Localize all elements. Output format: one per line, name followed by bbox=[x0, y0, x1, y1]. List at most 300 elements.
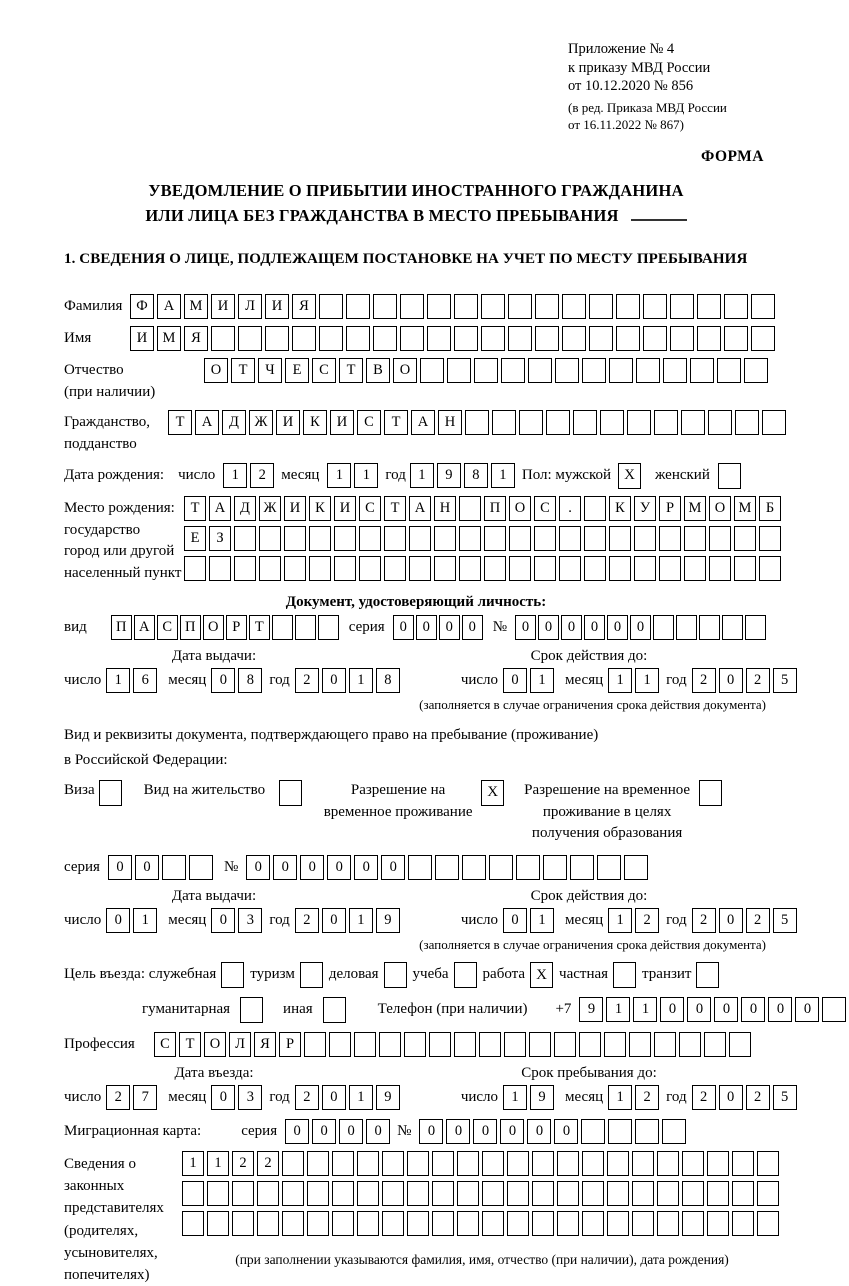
char-cell[interactable]: 3 bbox=[238, 1085, 262, 1110]
char-cell[interactable] bbox=[529, 1032, 551, 1057]
char-cell[interactable]: 0 bbox=[393, 615, 414, 640]
char-cell[interactable]: Б bbox=[759, 496, 781, 521]
char-cell[interactable]: 9 bbox=[376, 908, 400, 933]
char-cell[interactable] bbox=[632, 1151, 654, 1176]
char-cell[interactable]: Р bbox=[279, 1032, 301, 1057]
char-cell[interactable]: 1 bbox=[349, 1085, 373, 1110]
char-cell[interactable] bbox=[259, 556, 281, 581]
purpose-transit-checkbox[interactable] bbox=[696, 962, 719, 988]
char-cell[interactable] bbox=[717, 358, 741, 383]
char-cell[interactable] bbox=[600, 410, 624, 435]
char-cell[interactable] bbox=[234, 556, 256, 581]
char-cell[interactable]: 0 bbox=[312, 1119, 336, 1144]
char-cell[interactable] bbox=[708, 410, 732, 435]
char-cell[interactable] bbox=[589, 294, 613, 319]
char-cell[interactable]: Л bbox=[229, 1032, 251, 1057]
char-cell[interactable] bbox=[232, 1181, 254, 1206]
char-cell[interactable] bbox=[532, 1151, 554, 1176]
char-cell[interactable] bbox=[582, 1211, 604, 1236]
char-cell[interactable] bbox=[557, 1151, 579, 1176]
char-cell[interactable] bbox=[507, 1181, 529, 1206]
char-cell[interactable] bbox=[265, 326, 289, 351]
char-cell[interactable]: 2 bbox=[746, 908, 770, 933]
char-cell[interactable] bbox=[657, 1151, 679, 1176]
char-cell[interactable] bbox=[319, 294, 343, 319]
char-cell[interactable]: А bbox=[411, 410, 435, 435]
char-cell[interactable]: 1 bbox=[182, 1151, 204, 1176]
char-cell[interactable]: 0 bbox=[660, 997, 684, 1022]
char-cell[interactable] bbox=[457, 1151, 479, 1176]
char-cell[interactable] bbox=[582, 1181, 604, 1206]
char-cell[interactable] bbox=[427, 294, 451, 319]
char-cell[interactable] bbox=[735, 410, 759, 435]
char-cell[interactable]: 0 bbox=[135, 855, 159, 880]
char-cell[interactable]: Ж bbox=[259, 496, 281, 521]
char-cell[interactable] bbox=[307, 1151, 329, 1176]
char-cell[interactable] bbox=[409, 526, 431, 551]
char-cell[interactable]: 1 bbox=[106, 668, 130, 693]
char-cell[interactable]: 0 bbox=[719, 908, 743, 933]
char-cell[interactable]: 1 bbox=[635, 668, 659, 693]
char-cell[interactable]: И bbox=[334, 496, 356, 521]
char-cell[interactable] bbox=[757, 1181, 779, 1206]
purpose-private-checkbox[interactable] bbox=[613, 962, 636, 988]
char-cell[interactable]: Т bbox=[339, 358, 363, 383]
char-cell[interactable] bbox=[822, 997, 846, 1022]
char-cell[interactable] bbox=[434, 556, 456, 581]
char-cell[interactable]: Р bbox=[659, 496, 681, 521]
char-cell[interactable]: 0 bbox=[503, 668, 527, 693]
char-cell[interactable]: Т bbox=[384, 496, 406, 521]
char-cell[interactable] bbox=[295, 615, 316, 640]
char-cell[interactable] bbox=[162, 855, 186, 880]
char-cell[interactable] bbox=[662, 1119, 686, 1144]
char-cell[interactable] bbox=[408, 855, 432, 880]
temp-residence-checkbox[interactable]: X bbox=[481, 780, 504, 806]
char-cell[interactable] bbox=[707, 1211, 729, 1236]
char-cell[interactable] bbox=[459, 526, 481, 551]
char-cell[interactable] bbox=[459, 556, 481, 581]
char-cell[interactable] bbox=[534, 526, 556, 551]
char-cell[interactable]: 0 bbox=[439, 615, 460, 640]
char-cell[interactable] bbox=[607, 1151, 629, 1176]
char-cell[interactable]: 0 bbox=[354, 855, 378, 880]
char-cell[interactable]: 0 bbox=[687, 997, 711, 1022]
char-cell[interactable] bbox=[432, 1151, 454, 1176]
char-cell[interactable]: 1 bbox=[133, 908, 157, 933]
char-cell[interactable] bbox=[757, 1211, 779, 1236]
char-cell[interactable] bbox=[676, 615, 697, 640]
char-cell[interactable] bbox=[724, 326, 748, 351]
char-cell[interactable] bbox=[528, 358, 552, 383]
char-cell[interactable]: Ч bbox=[258, 358, 282, 383]
char-cell[interactable]: М bbox=[184, 294, 208, 319]
char-cell[interactable]: К bbox=[309, 496, 331, 521]
char-cell[interactable]: И bbox=[330, 410, 354, 435]
char-cell[interactable]: 0 bbox=[500, 1119, 524, 1144]
char-cell[interactable]: . bbox=[559, 496, 581, 521]
char-cell[interactable] bbox=[581, 1119, 605, 1144]
char-cell[interactable] bbox=[584, 526, 606, 551]
char-cell[interactable]: Ф bbox=[130, 294, 154, 319]
char-cell[interactable] bbox=[635, 1119, 659, 1144]
char-cell[interactable] bbox=[407, 1211, 429, 1236]
char-cell[interactable] bbox=[682, 1151, 704, 1176]
char-cell[interactable] bbox=[359, 556, 381, 581]
char-cell[interactable] bbox=[465, 410, 489, 435]
char-cell[interactable]: К bbox=[609, 496, 631, 521]
char-cell[interactable] bbox=[318, 615, 339, 640]
char-cell[interactable] bbox=[697, 326, 721, 351]
char-cell[interactable] bbox=[681, 410, 705, 435]
char-cell[interactable]: Д bbox=[234, 496, 256, 521]
char-cell[interactable]: 0 bbox=[322, 1085, 346, 1110]
char-cell[interactable]: 2 bbox=[295, 668, 319, 693]
char-cell[interactable] bbox=[734, 526, 756, 551]
char-cell[interactable] bbox=[589, 326, 613, 351]
char-cell[interactable]: Д bbox=[222, 410, 246, 435]
char-cell[interactable] bbox=[659, 556, 681, 581]
char-cell[interactable] bbox=[629, 1032, 651, 1057]
char-cell[interactable]: С bbox=[312, 358, 336, 383]
char-cell[interactable]: Т bbox=[249, 615, 270, 640]
char-cell[interactable]: О bbox=[204, 1032, 226, 1057]
char-cell[interactable]: 8 bbox=[238, 668, 262, 693]
char-cell[interactable]: 0 bbox=[273, 855, 297, 880]
char-cell[interactable] bbox=[707, 1151, 729, 1176]
char-cell[interactable]: 0 bbox=[768, 997, 792, 1022]
char-cell[interactable]: 0 bbox=[554, 1119, 578, 1144]
visa-checkbox[interactable] bbox=[99, 780, 122, 806]
char-cell[interactable] bbox=[319, 326, 343, 351]
char-cell[interactable]: 1 bbox=[223, 463, 247, 488]
char-cell[interactable]: М bbox=[684, 496, 706, 521]
char-cell[interactable] bbox=[654, 410, 678, 435]
char-cell[interactable] bbox=[211, 326, 235, 351]
char-cell[interactable]: 0 bbox=[322, 908, 346, 933]
char-cell[interactable]: 9 bbox=[437, 463, 461, 488]
char-cell[interactable]: Я bbox=[184, 326, 208, 351]
char-cell[interactable] bbox=[607, 1211, 629, 1236]
char-cell[interactable]: С bbox=[534, 496, 556, 521]
char-cell[interactable] bbox=[555, 358, 579, 383]
char-cell[interactable]: С bbox=[357, 410, 381, 435]
char-cell[interactable] bbox=[329, 1032, 351, 1057]
char-cell[interactable]: А bbox=[409, 496, 431, 521]
char-cell[interactable]: 1 bbox=[327, 463, 351, 488]
char-cell[interactable]: В bbox=[366, 358, 390, 383]
char-cell[interactable] bbox=[404, 1032, 426, 1057]
char-cell[interactable] bbox=[573, 410, 597, 435]
char-cell[interactable] bbox=[259, 526, 281, 551]
char-cell[interactable] bbox=[382, 1211, 404, 1236]
char-cell[interactable]: С bbox=[359, 496, 381, 521]
char-cell[interactable] bbox=[474, 358, 498, 383]
char-cell[interactable] bbox=[332, 1181, 354, 1206]
char-cell[interactable] bbox=[657, 1181, 679, 1206]
char-cell[interactable] bbox=[535, 326, 559, 351]
char-cell[interactable] bbox=[346, 326, 370, 351]
char-cell[interactable]: Л bbox=[238, 294, 262, 319]
char-cell[interactable] bbox=[284, 556, 306, 581]
char-cell[interactable] bbox=[690, 358, 714, 383]
char-cell[interactable] bbox=[632, 1181, 654, 1206]
char-cell[interactable]: О bbox=[393, 358, 417, 383]
char-cell[interactable]: И bbox=[130, 326, 154, 351]
char-cell[interactable] bbox=[659, 526, 681, 551]
char-cell[interactable] bbox=[554, 1032, 576, 1057]
char-cell[interactable]: 2 bbox=[692, 1085, 716, 1110]
char-cell[interactable] bbox=[509, 556, 531, 581]
char-cell[interactable]: 7 bbox=[133, 1085, 157, 1110]
char-cell[interactable] bbox=[382, 1151, 404, 1176]
char-cell[interactable] bbox=[420, 358, 444, 383]
char-cell[interactable]: 0 bbox=[106, 908, 130, 933]
char-cell[interactable] bbox=[624, 855, 648, 880]
char-cell[interactable] bbox=[209, 556, 231, 581]
char-cell[interactable] bbox=[232, 1211, 254, 1236]
char-cell[interactable] bbox=[534, 556, 556, 581]
char-cell[interactable] bbox=[507, 1211, 529, 1236]
char-cell[interactable]: 5 bbox=[773, 908, 797, 933]
char-cell[interactable]: 1 bbox=[530, 908, 554, 933]
char-cell[interactable]: 9 bbox=[376, 1085, 400, 1110]
char-cell[interactable] bbox=[643, 326, 667, 351]
char-cell[interactable] bbox=[459, 496, 481, 521]
char-cell[interactable] bbox=[429, 1032, 451, 1057]
char-cell[interactable]: С bbox=[154, 1032, 176, 1057]
char-cell[interactable] bbox=[509, 526, 531, 551]
char-cell[interactable]: 0 bbox=[741, 997, 765, 1022]
char-cell[interactable] bbox=[734, 556, 756, 581]
char-cell[interactable] bbox=[384, 526, 406, 551]
char-cell[interactable]: Е bbox=[285, 358, 309, 383]
char-cell[interactable] bbox=[704, 1032, 726, 1057]
char-cell[interactable]: 0 bbox=[795, 997, 819, 1022]
char-cell[interactable] bbox=[207, 1181, 229, 1206]
char-cell[interactable]: 1 bbox=[491, 463, 515, 488]
char-cell[interactable] bbox=[484, 556, 506, 581]
char-cell[interactable] bbox=[584, 496, 606, 521]
char-cell[interactable] bbox=[557, 1181, 579, 1206]
char-cell[interactable] bbox=[559, 526, 581, 551]
char-cell[interactable] bbox=[454, 1032, 476, 1057]
char-cell[interactable]: 0 bbox=[322, 668, 346, 693]
char-cell[interactable]: 0 bbox=[719, 668, 743, 693]
char-cell[interactable]: Т bbox=[384, 410, 408, 435]
char-cell[interactable]: Е bbox=[184, 526, 206, 551]
char-cell[interactable] bbox=[684, 526, 706, 551]
char-cell[interactable] bbox=[400, 326, 424, 351]
char-cell[interactable] bbox=[759, 556, 781, 581]
char-cell[interactable] bbox=[379, 1032, 401, 1057]
char-cell[interactable] bbox=[504, 1032, 526, 1057]
char-cell[interactable]: Р bbox=[226, 615, 247, 640]
char-cell[interactable] bbox=[346, 294, 370, 319]
char-cell[interactable]: 1 bbox=[349, 668, 373, 693]
char-cell[interactable] bbox=[507, 1151, 529, 1176]
char-cell[interactable]: Т bbox=[231, 358, 255, 383]
char-cell[interactable] bbox=[732, 1211, 754, 1236]
char-cell[interactable] bbox=[492, 410, 516, 435]
purpose-study-checkbox[interactable] bbox=[454, 962, 477, 988]
char-cell[interactable] bbox=[616, 294, 640, 319]
char-cell[interactable] bbox=[272, 615, 293, 640]
char-cell[interactable]: 2 bbox=[746, 1085, 770, 1110]
char-cell[interactable] bbox=[234, 526, 256, 551]
char-cell[interactable] bbox=[663, 358, 687, 383]
purpose-business-checkbox[interactable] bbox=[384, 962, 407, 988]
char-cell[interactable]: Т bbox=[168, 410, 192, 435]
char-cell[interactable] bbox=[282, 1211, 304, 1236]
char-cell[interactable] bbox=[354, 1032, 376, 1057]
char-cell[interactable] bbox=[373, 326, 397, 351]
char-cell[interactable] bbox=[184, 556, 206, 581]
char-cell[interactable] bbox=[373, 294, 397, 319]
char-cell[interactable]: 0 bbox=[300, 855, 324, 880]
char-cell[interactable]: 2 bbox=[295, 1085, 319, 1110]
char-cell[interactable]: 1 bbox=[207, 1151, 229, 1176]
char-cell[interactable] bbox=[762, 410, 786, 435]
char-cell[interactable]: 0 bbox=[515, 615, 536, 640]
char-cell[interactable] bbox=[309, 526, 331, 551]
char-cell[interactable]: О bbox=[509, 496, 531, 521]
char-cell[interactable] bbox=[407, 1181, 429, 1206]
char-cell[interactable]: 0 bbox=[285, 1119, 309, 1144]
char-cell[interactable]: М bbox=[157, 326, 181, 351]
char-cell[interactable] bbox=[562, 294, 586, 319]
char-cell[interactable]: М bbox=[734, 496, 756, 521]
char-cell[interactable]: 2 bbox=[250, 463, 274, 488]
char-cell[interactable] bbox=[189, 855, 213, 880]
char-cell[interactable]: И bbox=[265, 294, 289, 319]
char-cell[interactable] bbox=[532, 1211, 554, 1236]
char-cell[interactable] bbox=[238, 326, 262, 351]
char-cell[interactable] bbox=[570, 855, 594, 880]
char-cell[interactable] bbox=[508, 326, 532, 351]
char-cell[interactable]: 5 bbox=[773, 1085, 797, 1110]
char-cell[interactable]: 0 bbox=[366, 1119, 390, 1144]
char-cell[interactable] bbox=[682, 1181, 704, 1206]
purpose-official-checkbox[interactable] bbox=[221, 962, 244, 988]
char-cell[interactable]: П bbox=[111, 615, 132, 640]
char-cell[interactable] bbox=[435, 855, 459, 880]
char-cell[interactable]: П bbox=[484, 496, 506, 521]
char-cell[interactable]: 0 bbox=[561, 615, 582, 640]
char-cell[interactable]: 2 bbox=[635, 908, 659, 933]
char-cell[interactable] bbox=[307, 1181, 329, 1206]
char-cell[interactable] bbox=[729, 1032, 751, 1057]
char-cell[interactable] bbox=[382, 1181, 404, 1206]
char-cell[interactable]: Я bbox=[254, 1032, 276, 1057]
char-cell[interactable]: П bbox=[180, 615, 201, 640]
char-cell[interactable]: 0 bbox=[462, 615, 483, 640]
char-cell[interactable] bbox=[357, 1181, 379, 1206]
char-cell[interactable]: 0 bbox=[503, 908, 527, 933]
char-cell[interactable] bbox=[634, 526, 656, 551]
temp-residence-edu-checkbox[interactable] bbox=[699, 780, 722, 806]
char-cell[interactable] bbox=[609, 526, 631, 551]
char-cell[interactable] bbox=[679, 1032, 701, 1057]
char-cell[interactable] bbox=[634, 556, 656, 581]
char-cell[interactable] bbox=[307, 1211, 329, 1236]
char-cell[interactable]: О bbox=[204, 358, 228, 383]
char-cell[interactable] bbox=[722, 615, 743, 640]
char-cell[interactable] bbox=[508, 294, 532, 319]
char-cell[interactable]: З bbox=[209, 526, 231, 551]
char-cell[interactable] bbox=[670, 326, 694, 351]
char-cell[interactable] bbox=[724, 294, 748, 319]
char-cell[interactable] bbox=[709, 556, 731, 581]
char-cell[interactable]: С bbox=[157, 615, 178, 640]
sex-male-checkbox[interactable]: X bbox=[618, 463, 641, 489]
char-cell[interactable] bbox=[282, 1151, 304, 1176]
char-cell[interactable] bbox=[682, 1211, 704, 1236]
sex-female-checkbox[interactable] bbox=[718, 463, 741, 489]
char-cell[interactable]: А bbox=[195, 410, 219, 435]
char-cell[interactable] bbox=[609, 556, 631, 581]
char-cell[interactable]: 0 bbox=[473, 1119, 497, 1144]
char-cell[interactable]: А bbox=[134, 615, 155, 640]
char-cell[interactable]: И bbox=[211, 294, 235, 319]
char-cell[interactable] bbox=[479, 1032, 501, 1057]
char-cell[interactable]: 0 bbox=[416, 615, 437, 640]
char-cell[interactable] bbox=[697, 294, 721, 319]
char-cell[interactable]: 0 bbox=[719, 1085, 743, 1110]
char-cell[interactable] bbox=[582, 358, 606, 383]
purpose-other-checkbox[interactable] bbox=[323, 997, 346, 1023]
char-cell[interactable]: 1 bbox=[608, 1085, 632, 1110]
char-cell[interactable]: Т bbox=[184, 496, 206, 521]
char-cell[interactable]: 2 bbox=[692, 668, 716, 693]
char-cell[interactable] bbox=[482, 1211, 504, 1236]
char-cell[interactable] bbox=[759, 526, 781, 551]
char-cell[interactable] bbox=[481, 294, 505, 319]
char-cell[interactable] bbox=[284, 526, 306, 551]
char-cell[interactable]: 2 bbox=[692, 908, 716, 933]
char-cell[interactable]: К bbox=[303, 410, 327, 435]
char-cell[interactable]: 0 bbox=[584, 615, 605, 640]
char-cell[interactable] bbox=[632, 1211, 654, 1236]
char-cell[interactable]: Н bbox=[434, 496, 456, 521]
char-cell[interactable]: 0 bbox=[419, 1119, 443, 1144]
char-cell[interactable] bbox=[546, 410, 570, 435]
char-cell[interactable] bbox=[653, 615, 674, 640]
char-cell[interactable] bbox=[334, 556, 356, 581]
char-cell[interactable] bbox=[657, 1211, 679, 1236]
char-cell[interactable] bbox=[616, 326, 640, 351]
char-cell[interactable]: 8 bbox=[376, 668, 400, 693]
char-cell[interactable] bbox=[709, 526, 731, 551]
char-cell[interactable] bbox=[407, 1151, 429, 1176]
char-cell[interactable] bbox=[516, 855, 540, 880]
char-cell[interactable]: 1 bbox=[354, 463, 378, 488]
char-cell[interactable]: А bbox=[209, 496, 231, 521]
char-cell[interactable]: А bbox=[157, 294, 181, 319]
char-cell[interactable] bbox=[332, 1151, 354, 1176]
char-cell[interactable] bbox=[604, 1032, 626, 1057]
char-cell[interactable] bbox=[409, 556, 431, 581]
purpose-work-checkbox[interactable]: X bbox=[530, 962, 553, 988]
residence-permit-checkbox[interactable] bbox=[279, 780, 302, 806]
char-cell[interactable] bbox=[627, 410, 651, 435]
char-cell[interactable]: И bbox=[284, 496, 306, 521]
char-cell[interactable] bbox=[609, 358, 633, 383]
char-cell[interactable] bbox=[282, 1181, 304, 1206]
char-cell[interactable] bbox=[484, 526, 506, 551]
purpose-humanitarian-checkbox[interactable] bbox=[240, 997, 263, 1023]
char-cell[interactable] bbox=[732, 1181, 754, 1206]
